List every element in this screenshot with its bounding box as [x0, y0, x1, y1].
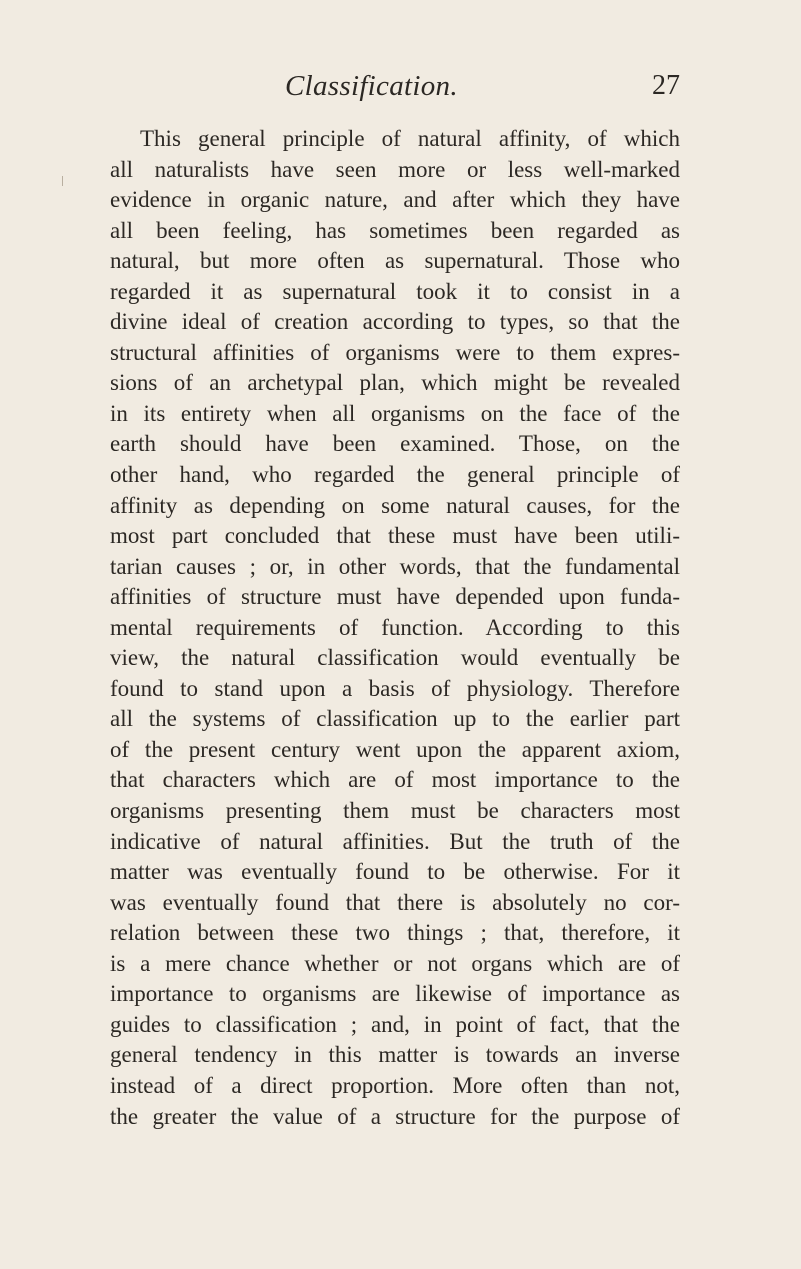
text-line: was eventually found that there is absolutely no cor- — [110, 889, 680, 915]
page-number: 27 — [652, 70, 680, 101]
text-line: importance to organisms are likewise of importance as — [110, 981, 680, 1007]
text-line: general tendency in this matter is towards an inverse — [110, 1042, 680, 1068]
text-line: earth should have been examined. Those, on the — [110, 431, 680, 457]
text-line: most part concluded that these must have been utili- — [110, 523, 680, 549]
text-line: tarian causes ; or, in other words, that the fundamental — [110, 553, 680, 579]
text-line: organisms presenting them must be characters most — [110, 798, 680, 824]
text-line: that characters which are of most importance to the — [110, 767, 680, 793]
text-line: divine ideal of creation according to types, so that the — [110, 309, 680, 335]
text-line: indicative of natural affinities. But the truth of the — [110, 828, 680, 854]
running-title: Classification. — [285, 70, 458, 102]
text-line: guides to classification ; and, in point of fact, that the — [110, 1011, 680, 1037]
text-line: of the present century went upon the apparent axiom, — [110, 736, 680, 762]
text-line: other hand, who regarded the general principle of — [110, 462, 680, 488]
text-line: all been feeling, has sometimes been regarded as — [110, 217, 680, 243]
text-line: regarded it as supernatural took it to consist in a — [110, 278, 680, 304]
running-head — [110, 70, 680, 110]
text-line: natural, but more often as supernatural. Those who — [110, 248, 680, 274]
text-line: affinity as depending on some natural causes, for the — [110, 492, 680, 518]
text-line: mental requirements of function. According to this — [110, 614, 680, 640]
text-line: all naturalists have seen more or less well-marked — [110, 156, 680, 182]
text-line: found to stand upon a basis of physiology. Therefore — [110, 675, 680, 701]
margin-mark — [62, 176, 63, 186]
text-line: in its entirety when all organisms on the face of the — [110, 400, 680, 426]
text-line: instead of a direct proportion. More often than not, — [110, 1072, 680, 1098]
text-line: evidence in organic nature, and after which they have — [110, 187, 680, 213]
text-line: This general principle of natural affinity, of which — [140, 126, 680, 151]
body-paragraph — [110, 124, 680, 1132]
text-line: the greater the value of a structure for the purpose of — [110, 1103, 680, 1129]
text-line: structural affinities of organisms were to them expres- — [110, 339, 680, 365]
text-line: all the systems of classification up to the earlier part — [110, 706, 680, 732]
text-line: relation between these two things ; that, therefore, it — [110, 920, 680, 946]
text-line: is a mere chance whether or not organs which are of — [110, 950, 680, 976]
text-line: matter was eventually found to be otherwise. For it — [110, 859, 680, 885]
text-line: sions of an archetypal plan, which might be revealed — [110, 370, 680, 396]
text-line: view, the natural classification would eventually be — [110, 645, 680, 671]
text-line: affinities of structure must have depended upon funda- — [110, 584, 680, 610]
